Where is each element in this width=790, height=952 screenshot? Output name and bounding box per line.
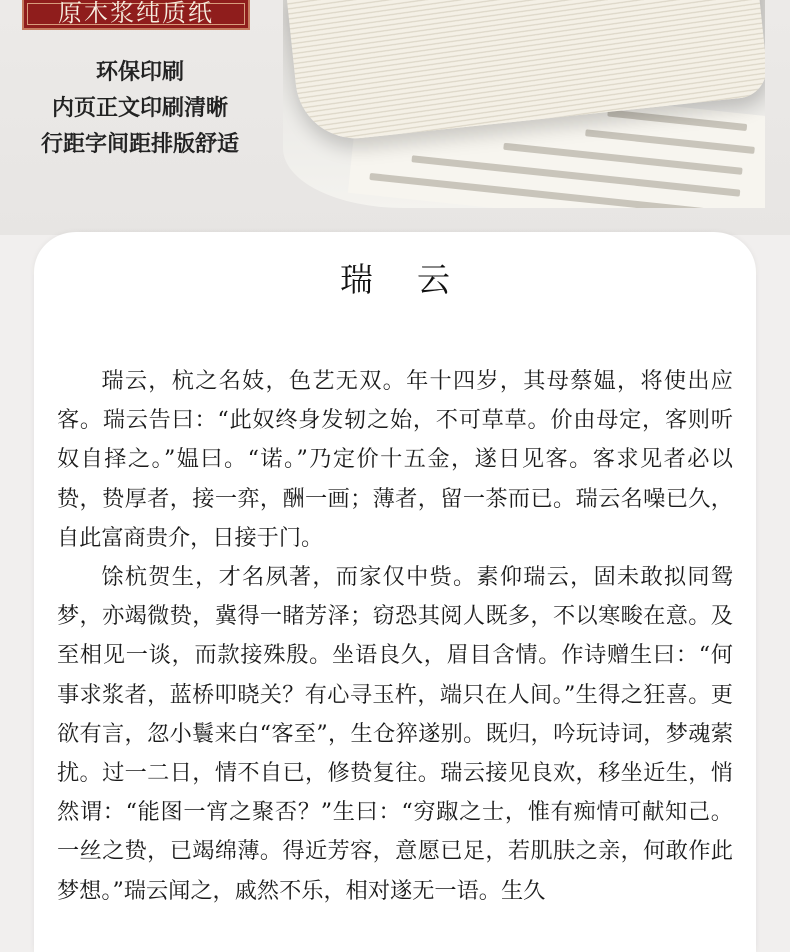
- feature-eco-print: 环保印刷: [95, 60, 184, 85]
- paper-quality-banner: [22, 0, 250, 30]
- article-title: 瑞云: [340, 260, 494, 299]
- article-paragraph: 瑞云，杭之名妓，色艺无双。年十四岁，其母蔡媪，将使出应客。瑞云告曰：“此奴终身发轫之始，不可草草。价由母定，客则听奴自择之。”媪曰。“诺。”乃定价十五金，遂日见客。客求见者必以贽，贽厚者，接一弈，酬一画；薄者，留一茶而已。瑞云名噪已久，自此富商贵介，日接于门。: [57, 368, 733, 551]
- article-paragraph: 馀杭贺生，才名夙著，而家仅中赀。素仰瑞云，固未敢拟同鸳梦，亦竭微贽，冀得一睹芳泽；窃恐其阅人既多，不以寒畯在意。及至相见一谈，而款接殊殷。坐语良久，眉目含情。作诗赠生曰：“何事求浆者，蓝桥叩晓关？有心寻玉杵，端只在人间。”生得之狂喜。更欲有言，忽小鬟来白“客至”，生仓猝遂别。既归，吟玩诗词，梦魂萦扰。过一二日，情不自已，修贽复往。瑞云接见良欢，移坐近生，悄然谓：“能图一宵之聚否？”生曰：“穷踧之士，惟有痴情可献知己。一丝之贽，已竭绵薄。得近芳容，意愿已足，若肌肤之亲，何敢作此梦想。”瑞云闻之，戚然不乐，相对遂无一语。生久: [57, 564, 733, 904]
- article-body: [57, 362, 733, 911]
- article-card: [34, 232, 756, 952]
- feature-comfortable-layout: 行距字间距排版舒适: [40, 132, 239, 157]
- book-pages-photo: [283, 0, 765, 208]
- feature-clear-print: 内页正文印刷清晰: [51, 96, 228, 121]
- banner-title: 原木浆纯质纸: [58, 0, 214, 27]
- feature-list: [20, 55, 260, 163]
